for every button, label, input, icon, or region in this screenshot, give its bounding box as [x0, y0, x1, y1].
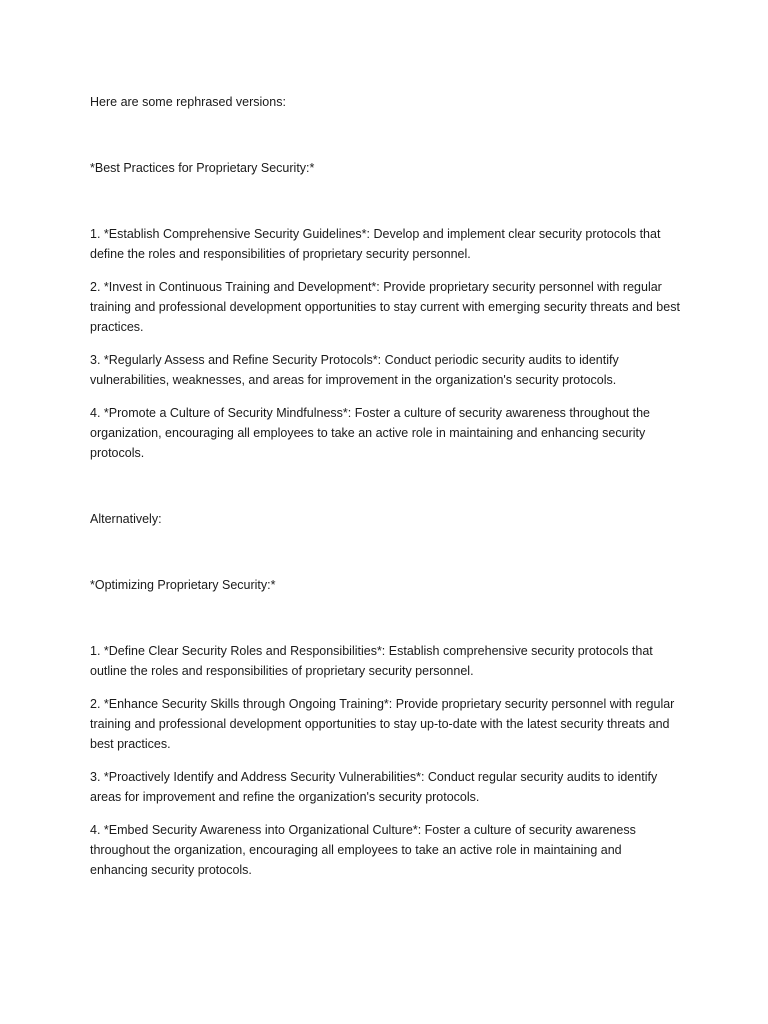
section1-heading: *Best Practices for Proprietary Security:*: [90, 161, 315, 175]
section2-item-3: 3. *Proactively Identify and Address Security Vulnerabilities*: Conduct regular security audits to identify areas for improvement and refine the organization's security protocols.: [90, 770, 658, 804]
alternatively-text: Alternatively:: [90, 512, 162, 526]
section1-item-1: 1. *Establish Comprehensive Security Guidelines*: Develop and implement clear security protocols that define the roles and responsibilities of proprietary security personnel.: [90, 227, 661, 261]
section2-item-1: 1. *Define Clear Security Roles and Responsibilities*: Establish comprehensive security protocols that outline the roles and responsibilities of proprietary security personnel.: [90, 644, 653, 678]
section2-item-4: 4. *Embed Security Awareness into Organizational Culture*: Foster a culture of security awareness throughout the organization, encouraging all employees to take an active role in maintaining and enhancing security protocols.: [90, 823, 636, 877]
section1-item-4: 4. *Promote a Culture of Security Mindfulness*: Foster a culture of security awareness throughout the organization, encouraging all employees to take an active role in maintaining and enhancing security protocols.: [90, 406, 650, 460]
document-page: [90, 92, 680, 893]
section2-item-2: 2. *Enhance Security Skills through Ongoing Training*: Provide proprietary security personnel with regular training and professional development opportunities to stay up-to-date with the latest security threats and best practices.: [90, 697, 675, 751]
intro-text: Here are some rephrased versions:: [90, 95, 286, 109]
section2-heading: *Optimizing Proprietary Security:*: [90, 578, 276, 592]
section1-item-3: 3. *Regularly Assess and Refine Security Protocols*: Conduct periodic security audits to identify vulnerabilities, weaknesses, and areas for improvement in the organization's security protocols.: [90, 353, 619, 387]
section1-item-2: 2. *Invest in Continuous Training and Development*: Provide proprietary security personnel with regular training and professional development opportunities to stay current with emerging security threats and best practices.: [90, 280, 680, 334]
